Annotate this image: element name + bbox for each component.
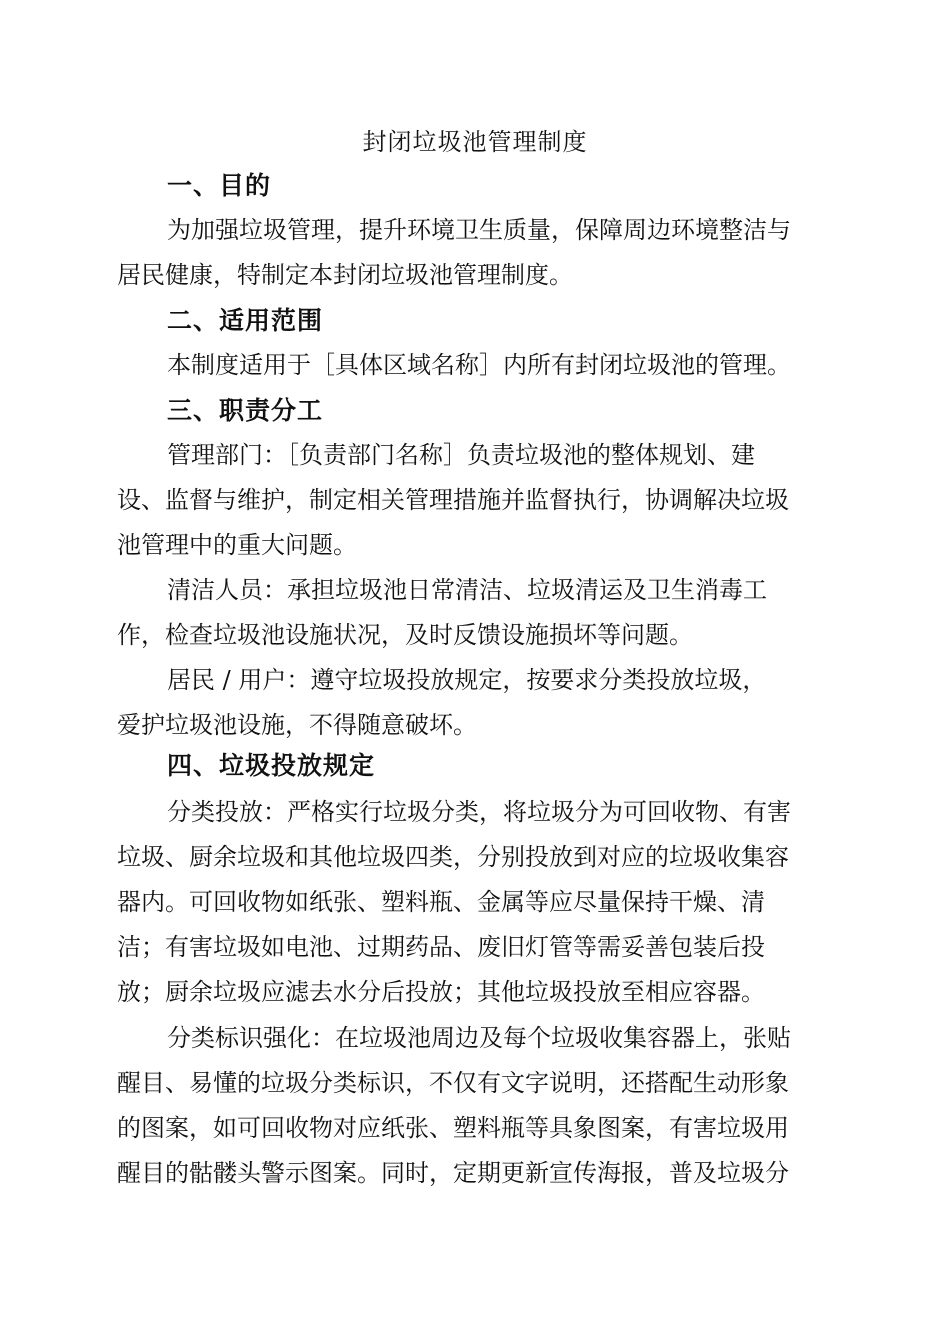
paragraph-line: 放；厨余垃圾应滤去水分后投放；其他垃圾投放至相应容器。 xyxy=(117,978,765,1006)
paragraph-management-dept xyxy=(117,433,833,568)
paragraph-line: 爱护垃圾池设施，不得随意破坏。 xyxy=(117,711,477,739)
section-heading-purpose: 一、目的 xyxy=(167,171,272,200)
paragraph-residents xyxy=(117,658,833,748)
paragraph-line: 管理部门：［负责部门名称］负责垃圾池的整体规划、建 xyxy=(167,441,755,469)
document-title: 封闭垃圾池管理制度 xyxy=(362,128,588,156)
paragraph-purpose xyxy=(117,208,833,298)
paragraph-line: 器内。可回收物如纸张、塑料瓶、金属等应尽量保持干燥、清 xyxy=(117,888,765,916)
paragraph-line: 居民 / 用户：遵守垃圾投放规定，按要求分类投放垃圾， xyxy=(167,666,767,694)
section-heading-disposal-rules: 四、垃圾投放规定 xyxy=(167,751,376,780)
paragraph-line: 垃圾、厨余垃圾和其他垃圾四类，分别投放到对应的垃圾收集容 xyxy=(117,843,789,871)
paragraph-line: 醒目、易懂的垃圾分类标识，不仅有文字说明，还搭配生动形象 xyxy=(117,1069,789,1097)
paragraph-sorting xyxy=(117,790,833,1015)
paragraph-line: 居民健康，特制定本封闭垃圾池管理制度。 xyxy=(117,261,573,289)
paragraph-line: 洁；有害垃圾如电池、过期药品、废旧灯管等需妥善包装后投 xyxy=(117,933,765,961)
paragraph-cleaning-staff xyxy=(117,568,833,658)
section-heading-scope: 二、适用范围 xyxy=(167,306,324,335)
paragraph-line: 为加强垃圾管理，提升环境卫生质量，保障周边环境整洁与 xyxy=(167,216,791,244)
paragraph-line: 清洁人员：承担垃圾池日常清洁、垃圾清运及卫生消毒工 xyxy=(167,576,767,604)
paragraph-labeling xyxy=(117,1016,833,1196)
paragraph-line: 设、监督与维护，制定相关管理措施并监督执行，协调解决垃圾 xyxy=(117,486,789,514)
paragraph-line: 的图案，如可回收物对应纸张、塑料瓶等具象图案，有害垃圾用 xyxy=(117,1114,789,1142)
paragraph-line: 本制度适用于［具体区域名称］内所有封闭垃圾池的管理。 xyxy=(167,351,791,379)
paragraph-line: 池管理中的重大问题。 xyxy=(117,531,357,559)
section-heading-responsibilities: 三、职责分工 xyxy=(167,396,324,425)
paragraph-line: 作，检查垃圾池设施状况，及时反馈设施损坏等问题。 xyxy=(117,621,693,649)
paragraph-line: 分类投放：严格实行垃圾分类，将垃圾分为可回收物、有害 xyxy=(167,798,791,826)
paragraph-line: 醒目的骷髅头警示图案。同时，定期更新宣传海报，普及垃圾分 xyxy=(117,1159,789,1187)
paragraph-scope xyxy=(117,343,833,388)
paragraph-line: 分类标识强化：在垃圾池周边及每个垃圾收集容器上，张贴 xyxy=(167,1024,791,1052)
